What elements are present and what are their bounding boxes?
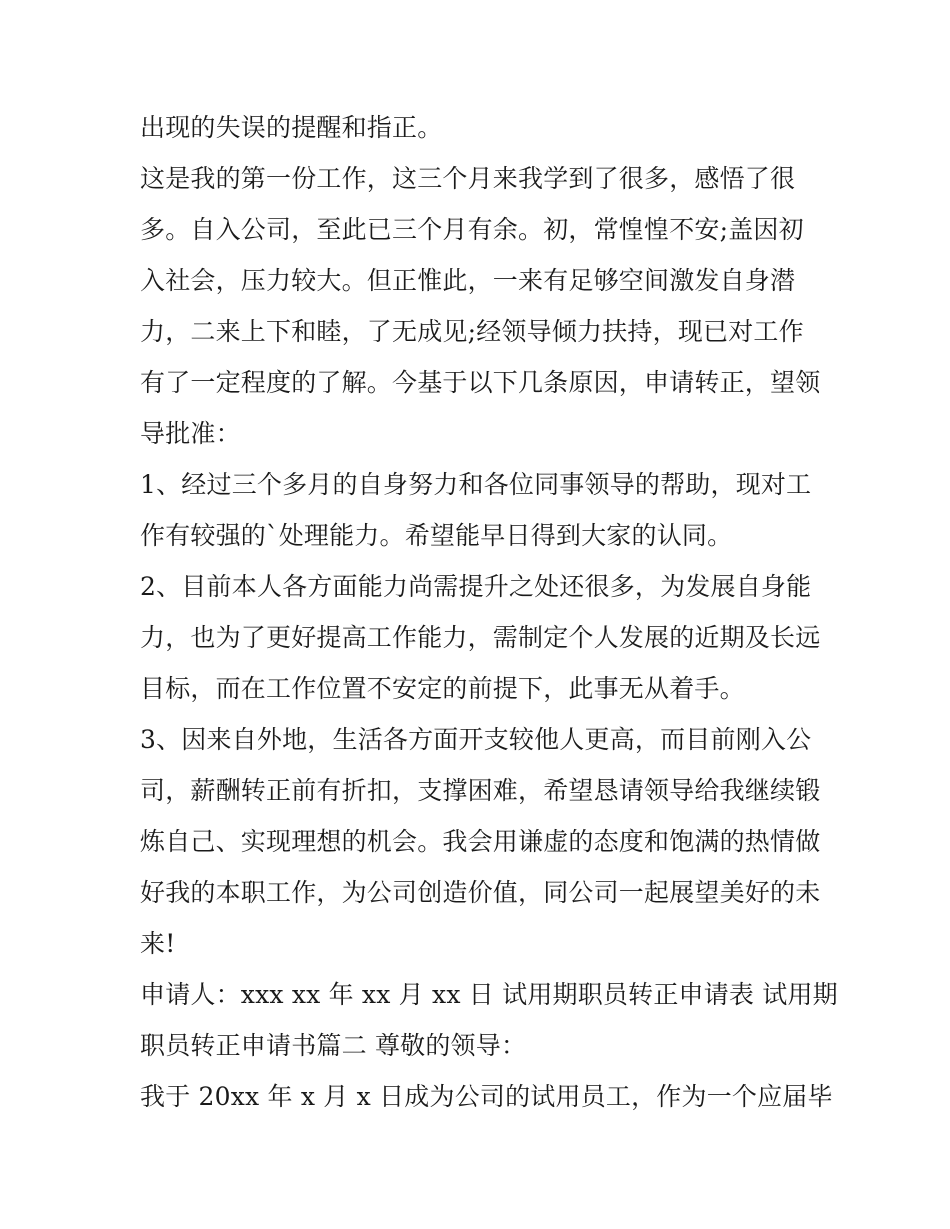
text-line: 力，二来上下和睦，了无成见;经领导倾力扶持，现已对工作: [140, 317, 804, 346]
text-line: 力，也为了更好提高工作能力，需制定个人发展的近期及长远: [140, 623, 821, 652]
text-line: 好我的本职工作，为公司创造价值，同公司一起展望美好的未: [140, 878, 821, 907]
text-line: 来!: [140, 929, 176, 958]
text-line: 职员转正申请书篇二 尊敬的领导：: [140, 1031, 527, 1060]
text-line: 司，薪酬转正前有折扣，支撑困难，希望恳请领导给我继续锻: [140, 776, 821, 805]
text-line: 出现的失误的提醒和指正。: [140, 113, 443, 142]
list-item-2: 2、目前本人各方面能力尚需提升之处还很多，为发展自身能: [140, 572, 812, 601]
list-item-1: 1、经过三个多月的自身努力和各位同事领导的帮助，现对工: [140, 470, 812, 499]
text-line: 我于 20xx 年 x 月 x 日成为公司的试用员工，作为一个应届毕: [140, 1082, 833, 1111]
signature-line: 申请人：xxx xx 年 xx 月 xx 日 试用期职员转正申请表 试用期: [140, 980, 838, 1009]
text-line: 作有较强的`处理能力。希望能早日得到大家的认同。: [140, 521, 733, 550]
text-line: 导批准：: [140, 419, 241, 448]
text-line: 炼自己、实现理想的机会。我会用谦虚的态度和饱满的热情做: [140, 827, 821, 856]
text-line: 多。自入公司，至此已三个月有余。初，常惶惶不安;盖因初: [140, 215, 804, 244]
text-line: 这是我的第一份工作，这三个月来我学到了很多，感悟了很: [140, 164, 796, 193]
list-item-3: 3、因来自外地，生活各方面开支较他人更高，而目前刚入公: [140, 725, 812, 754]
text-line: 入社会，压力较大。但正惟此，一来有足够空间激发自身潜: [140, 266, 796, 295]
text-line: 有了一定程度的了解。今基于以下几条原因，申请转正，望领: [140, 368, 821, 397]
text-line: 目标，而在工作位置不安定的前提下，此事无从着手。: [140, 674, 745, 703]
